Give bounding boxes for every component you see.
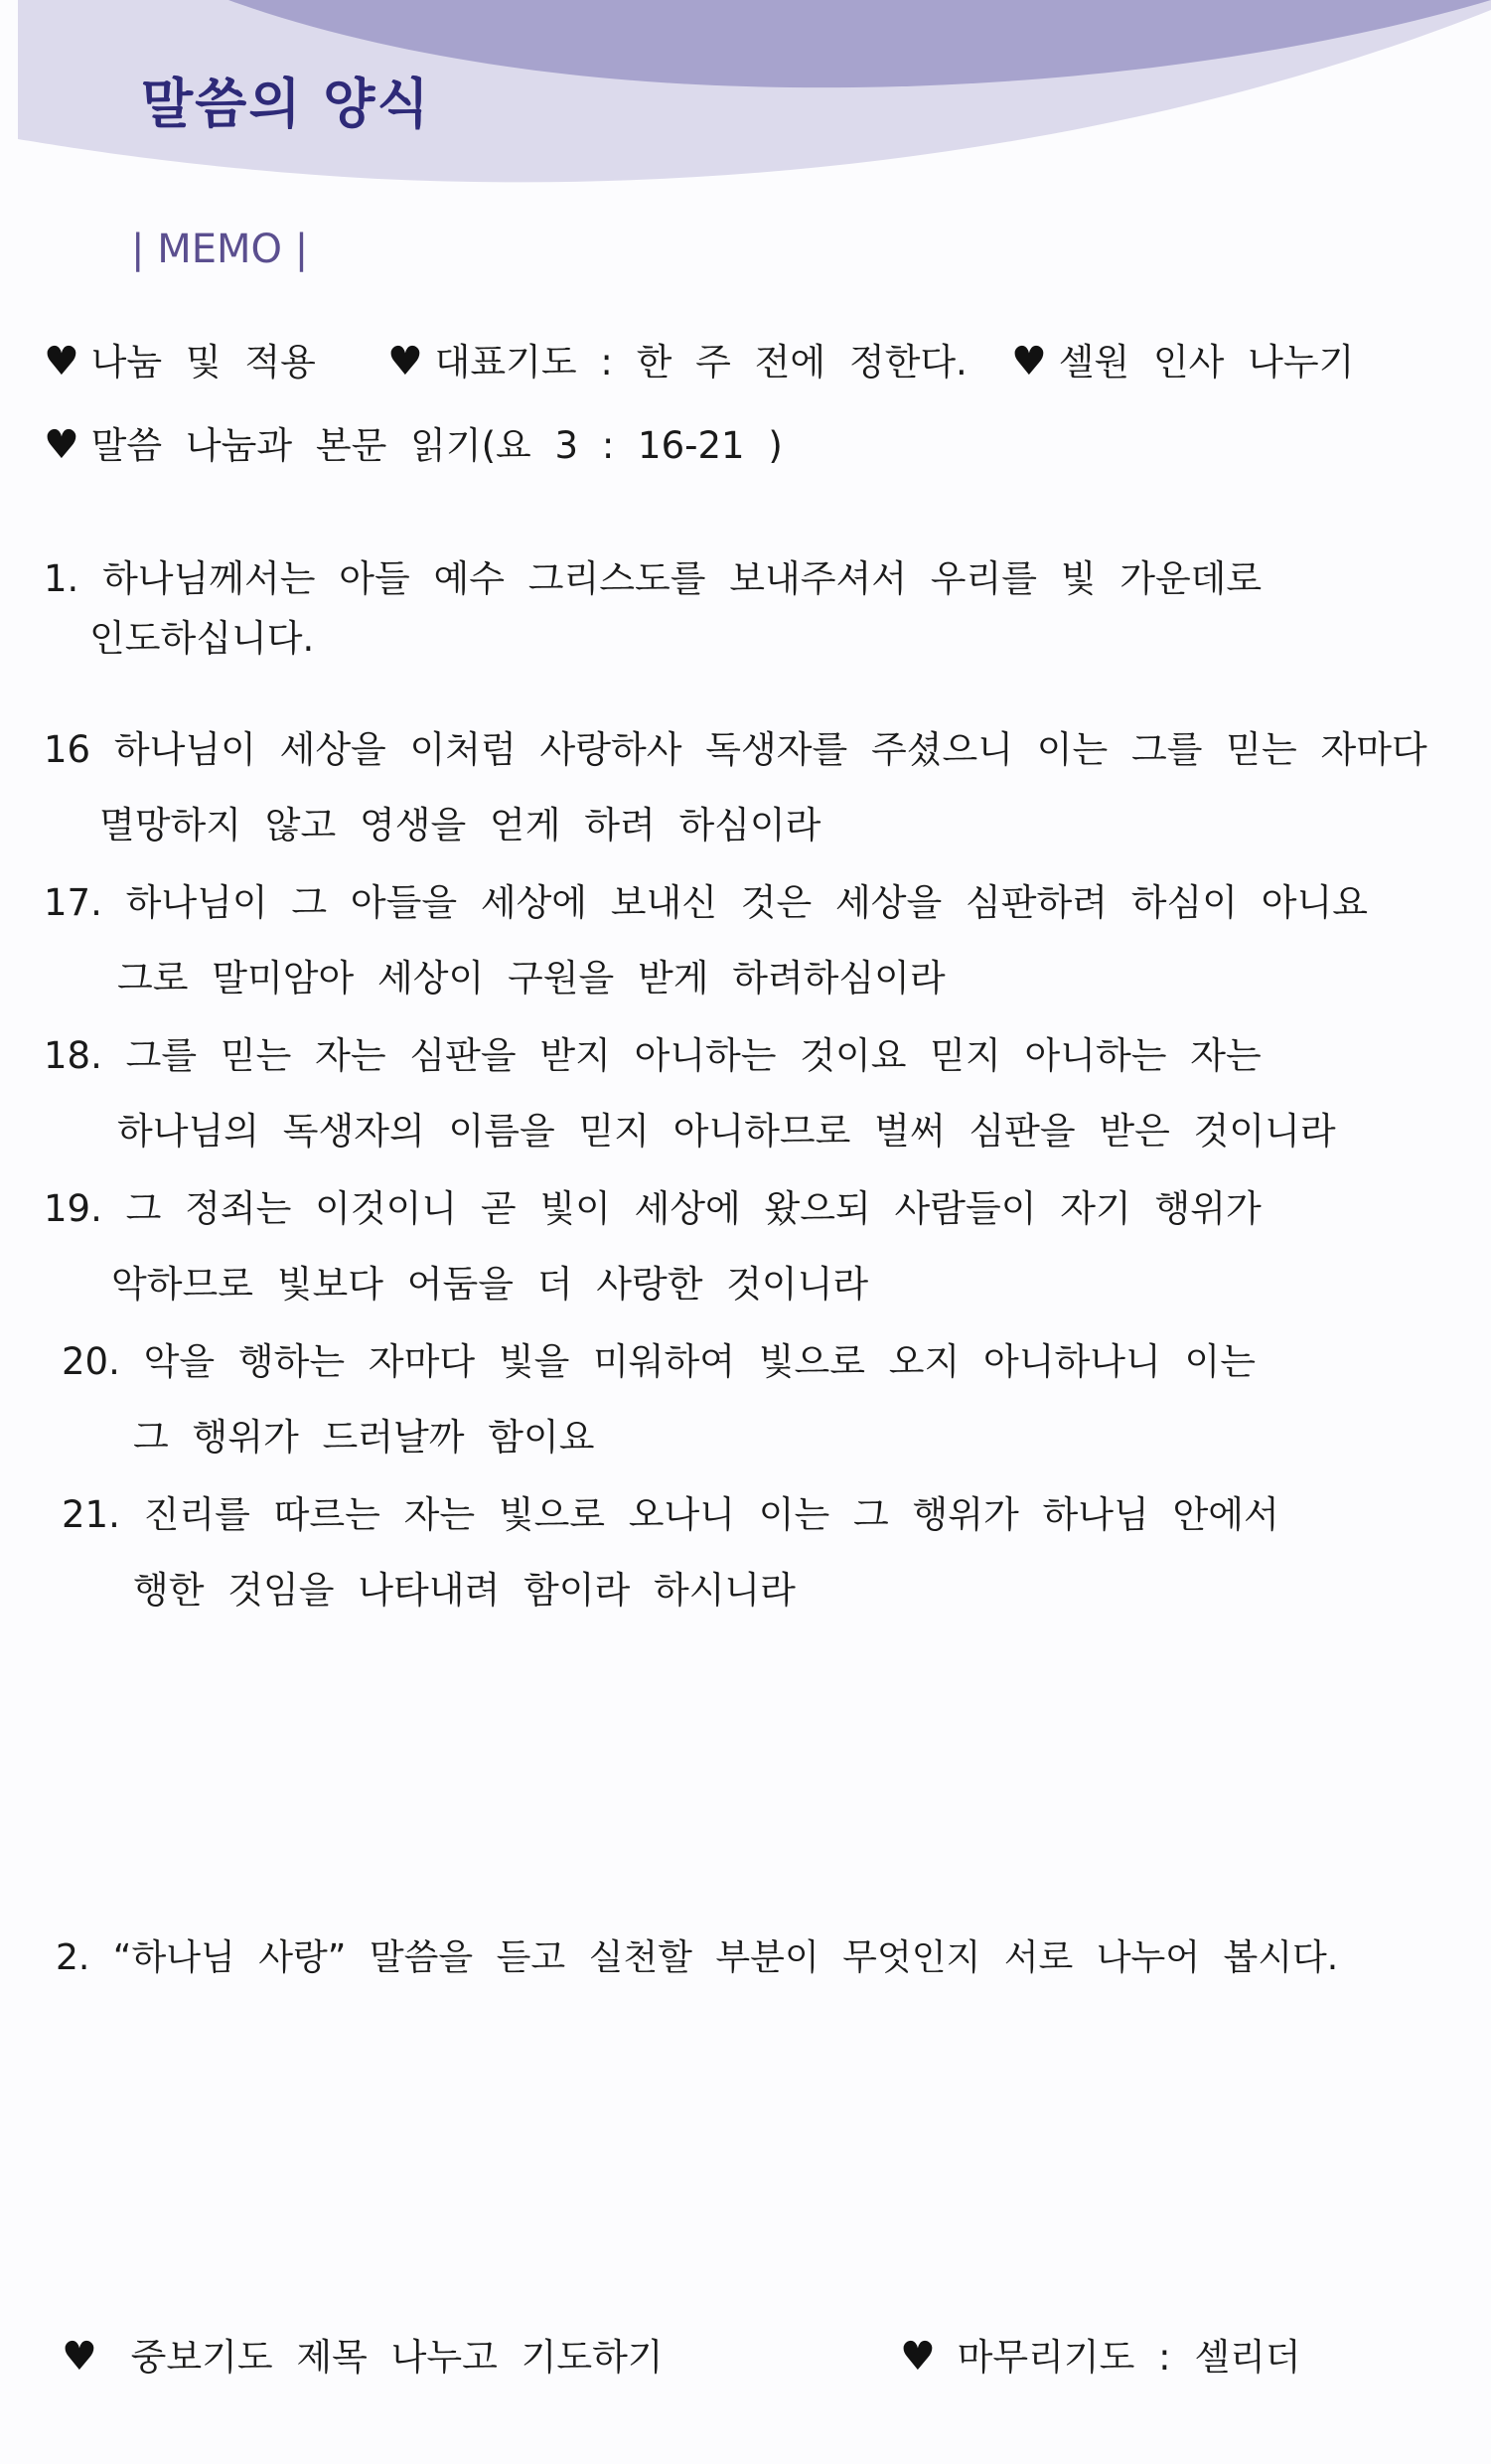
question-1-line-2: 인도하십니다.	[89, 617, 315, 660]
question-2: 2. “하나님 사랑” 말씀을 듣고 실천할 부분이 무엇인지 서로 나누어 봅시다.	[56, 1937, 1339, 1978]
activity-greetings	[1011, 332, 1354, 385]
page-title: 말씀의 양식	[141, 73, 431, 135]
verse-20-line-2: 그 행위가 드러날까 함이요	[133, 1416, 595, 1459]
memo-label: | MEMO |	[131, 227, 309, 272]
heart-icon: ♥	[387, 339, 423, 385]
footer-intercessory-prayer	[62, 2327, 664, 2381]
activity-text: 말씀 나눔과 본문 읽기(요 3 : 16-21 )	[90, 424, 783, 467]
activity-text: 셀원 인사 나누기	[1058, 341, 1355, 384]
verse-17-line-2: 그로 말미암아 세상이 구원을 받게 하려하심이라	[117, 957, 946, 1000]
footer-text: 중보기도 제목 나누고 기도하기	[130, 2336, 664, 2379]
verse-19-line-1: 19. 그 정죄는 이것이니 곧 빛이 세상에 왔으되 사람들이 자기 행위가	[44, 1187, 1262, 1230]
verse-19-line-2: 악하므로 빛보다 어둠을 더 사랑한 것이니라	[111, 1263, 869, 1306]
verse-21-line-2: 행한 것임을 나타내려 함이라 하시니라	[133, 1569, 796, 1612]
activity-representative-prayer	[387, 332, 968, 385]
footer-closing-prayer	[900, 2327, 1301, 2381]
verse-20-line-1: 20. 악을 행하는 자마다 빛을 미워하여 빛으로 오지 아니하나니 이는	[62, 1340, 1256, 1383]
heart-icon: ♥	[900, 2334, 936, 2380]
verse-16-line-1: 16 하나님이 세상을 이처럼 사랑하사 독생자를 주셨으니 이는 그를 믿는 자마다	[44, 728, 1427, 771]
verse-17-line-1: 17. 하나님이 그 아들을 세상에 보내신 것은 세상을 심판하려 하심이 아니요	[44, 881, 1368, 924]
verse-18-line-1: 18. 그를 믿는 자는 심판을 받지 아니하는 것이요 믿지 아니하는 자는	[44, 1034, 1262, 1077]
verse-21-line-1: 21. 진리를 따르는 자는 빛으로 오나니 이는 그 행위가 하나님 안에서	[62, 1493, 1279, 1536]
verse-18-line-2: 하나님의 독생자의 이름을 믿지 아니하므로 벌써 심판을 받은 것이니라	[117, 1110, 1336, 1153]
verse-16-line-2: 멸망하지 않고 영생을 얻게 하려 하심이라	[99, 804, 821, 847]
heart-icon: ♥	[62, 2334, 97, 2380]
activity-text: 대표기도 : 한 주 전에 정한다.	[434, 341, 968, 384]
heart-icon: ♥	[1011, 339, 1047, 385]
activity-sharing	[44, 332, 316, 385]
heart-icon: ♥	[44, 422, 79, 468]
activity-text: 나눔 및 적용	[90, 341, 316, 384]
activity-scripture-reading	[44, 415, 783, 469]
heart-icon: ♥	[44, 339, 79, 385]
footer-text: 마무리기도 : 셀리더	[957, 2336, 1301, 2379]
question-1-line-1: 1. 하나님께서는 아들 예수 그리스도를 보내주셔서 우리를 빛 가운데로	[44, 557, 1263, 600]
